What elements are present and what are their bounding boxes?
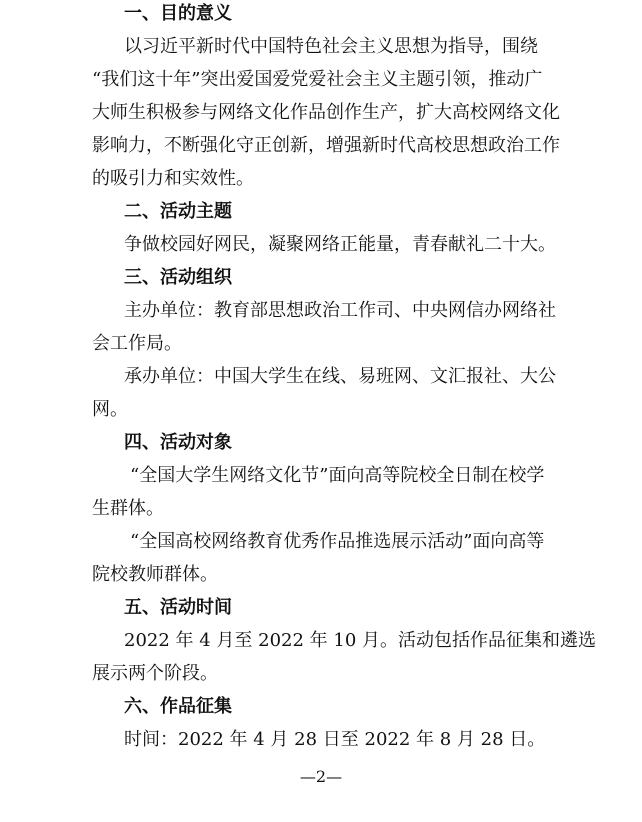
section-heading-purpose: 一、目的意义 — [124, 3, 232, 24]
paragraph-line: 以习近平新时代中国特色社会主义思想为指导，围绕 — [124, 36, 538, 57]
paragraph-line: 2022 年 4 月至 2022 年 10 月。活动包括作品征集和遴选 — [124, 630, 597, 651]
paragraph-line: 主办单位：教育部思想政治工作司、中央网信办网络社 — [124, 300, 556, 321]
paragraph-line: 生群体。 — [92, 498, 164, 519]
paragraph-line: 争做校园好网民，凝聚网络正能量，青春献礼二十大。 — [124, 234, 556, 255]
section-heading-audience: 四、活动对象 — [124, 432, 232, 453]
section-heading-theme: 二、活动主题 — [124, 201, 232, 222]
section-heading-submission: 六、作品征集 — [124, 696, 232, 717]
section-heading-schedule: 五、活动时间 — [124, 597, 232, 618]
paragraph-line: “全国高校网络教育优秀作品推选展示活动”面向高等 — [130, 531, 545, 552]
paragraph-line: 影响力，不断强化守正创新，增强新时代高校思想政治工作 — [92, 135, 560, 156]
paragraph-line: 的吸引力和实效性。 — [92, 168, 254, 189]
section-heading-organization: 三、活动组织 — [124, 267, 232, 288]
paragraph-line: “我们这十年”突出爱国爱党爱社会主义主题引领，推动广 — [92, 69, 543, 90]
paragraph-line: 网。 — [92, 399, 128, 420]
paragraph-line: 时间：2022 年 4 月 28 日至 2022 年 8 月 28 日。 — [124, 729, 546, 750]
paragraph-line: 会工作局。 — [92, 333, 182, 354]
paragraph-line: 院校教师群体。 — [92, 564, 218, 585]
paragraph-line: “全国大学生网络文化节”面向高等院校全日制在校学 — [130, 465, 545, 486]
paragraph-line: 展示两个阶段。 — [92, 663, 218, 684]
paragraph-line: 承办单位：中国大学生在线、易班网、文汇报社、大公 — [124, 366, 556, 387]
page-number: —2— — [299, 767, 343, 786]
paragraph-line: 大师生积极参与网络文化作品创作生产，扩大高校网络文化 — [92, 102, 560, 123]
